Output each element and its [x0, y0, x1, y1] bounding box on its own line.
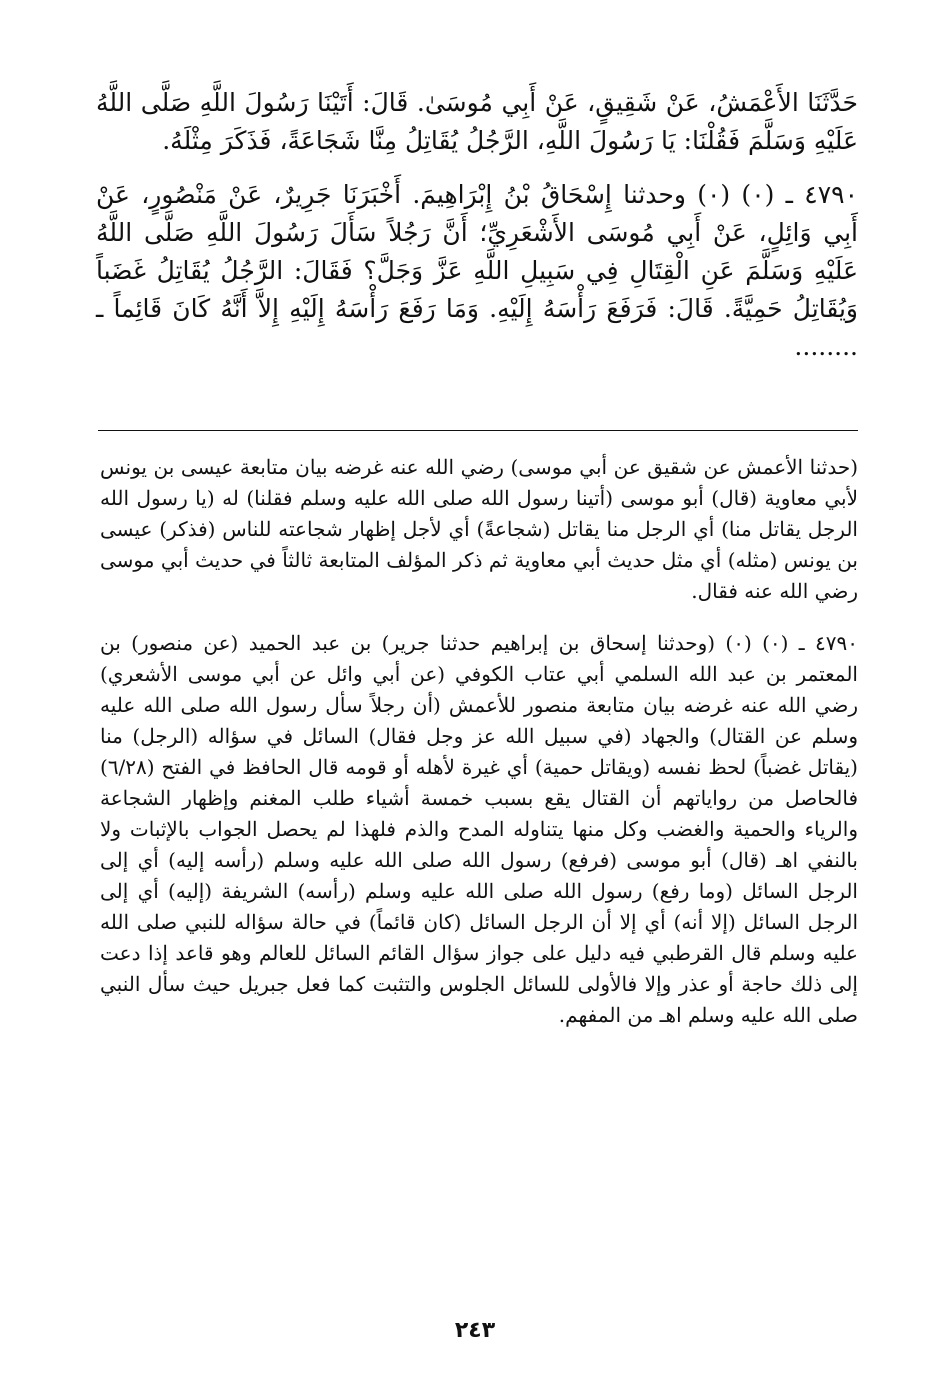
hadith-main-text	[96, 84, 858, 366]
commentary-block	[100, 452, 858, 1031]
commentary-paragraph-2: ٤٧٩٠ ـ (٠) (٠) (وحدثنا إسحاق بن إبراهيم حدثنا جرير) بن عبد الحميد (عن منصور) بن المعتمر بن عبد الله السلمي أبي عتاب الكوفي (عن أبي وائل عن أبي موسى الأشعري) رضي الله عنه غرضه بيان متابعة منصور للأعمش (أن رجلاً سأل رسول الله صلى الله عليه وسلم عن القتال) والجهاد (في سبيل الله عز وجل فقال) السائل في سؤاله (الرجل) منا (يقاتل غضباً) لحظ نفسه (ويقاتل حمية) أي غيرة لأهله أو قومه قال الحافظ في الفتح (٦/٢٨) فالحاصل من رواياتهم أن القتال يقع بسبب خمسة أشياء طلب المغنم وإظهار الشجاعة والرياء والحمية والغضب وكل منها يتناوله المدح والذم فلهذا لم يحصل الجواب بالإثبات ولا بالنفي اهـ (قال) أبو موسى (فرفع) رسول الله صلى الله عليه وسلم (رأسه إليه) أي إلى الرجل السائل (وما رفع) رسول الله صلى الله عليه وسلم (رأسه) الشريفة (إليه) أي إلى الرجل السائل (إلا أنه) أي إلا أن الرجل السائل (كان قائماً) في حالة سؤاله للنبي صلى الله عليه وسلم قال القرطبي فيه دليل على جواز سؤال القائم السائل للعالم وهو قاعد إذا دعت إلى ذلك حاجة أو عذر وإلا فالأولى للسائل الجلوس والتثبت كما فعل جبريل حيث سأل النبي صلى الله عليه وسلم اهـ من المفهم.	[100, 631, 858, 1027]
hadith-text-block	[96, 84, 858, 366]
commentary-paragraph-1: (حدثنا الأعمش عن شقيق عن أبي موسى) رضي الله عنه غرضه بيان متابعة عيسى بن يونس لأبي معاوية (قال) أبو موسى (أتينا رسول الله صلى الله عليه وسلم فقلنا) له (يا رسول الله الرجل يقاتل منا) أي الرجل منا يقاتل (شجاعةً) أي لأجل إظهار شجاعته للناس (فذكر) عيسى بن يونس (مثله) أي مثل حديث أبي معاوية ثم ذكر المؤلف المتابعة ثالثاً في حديث أبي موسى رضي الله عنه فقال.	[100, 455, 858, 603]
footnote-separator	[98, 430, 858, 431]
page-number: ٢٤٣	[454, 1318, 496, 1343]
hadith-paragraph-2: ٤٧٩٠ ـ (٠) (٠) وحدثنا إِسْحَاقُ بْنُ إِبْرَاهِيمَ. أَخْبَرَنَا جَرِيرٌ، عَنْ مَنْصُورٍ، عَنْ أَبِي وَائِلٍ، عَنْ أَبِي مُوسَى الأَشْعَرِيِّ؛ أَنَّ رَجُلاً سَأَلَ رَسُولَ اللَّهِ صَلَّى اللَّهُ عَلَيْهِ وَسَلَّمَ عَنِ الْقِتَالِ فِي سَبِيلِ اللَّهِ عَزَّ وَجَلَّ؟ فَقَالَ: الرَّجُلُ يُقَاتِلُ غَضَباً وَيُقَاتِلُ حَمِيَّةً. قَالَ: فَرَفَعَ رَأْسَهُ إِلَيْهِ. وَمَا رَفَعَ رَأْسَهُ إِلَيْهِ إِلاَّ أَنَّهُ كَانَ قَائِماً ـ ........	[96, 180, 858, 361]
hadith-paragraph-1: حَدَّثَنَا الأَعْمَشُ، عَنْ شَقِيقٍ، عَنْ أَبِي مُوسَىٰ. قَالَ: أَتَيْنَا رَسُولَ اللَّهِ صَلَّى اللَّهُ عَلَيْهِ وَسَلَّمَ فَقُلْنَا: يَا رَسُولَ اللَّهِ، الرَّجُلُ يُقَاتِلُ مِنَّا شَجَاعَةً، فَذَكَرَ مِثْلَهُ.	[96, 88, 858, 155]
